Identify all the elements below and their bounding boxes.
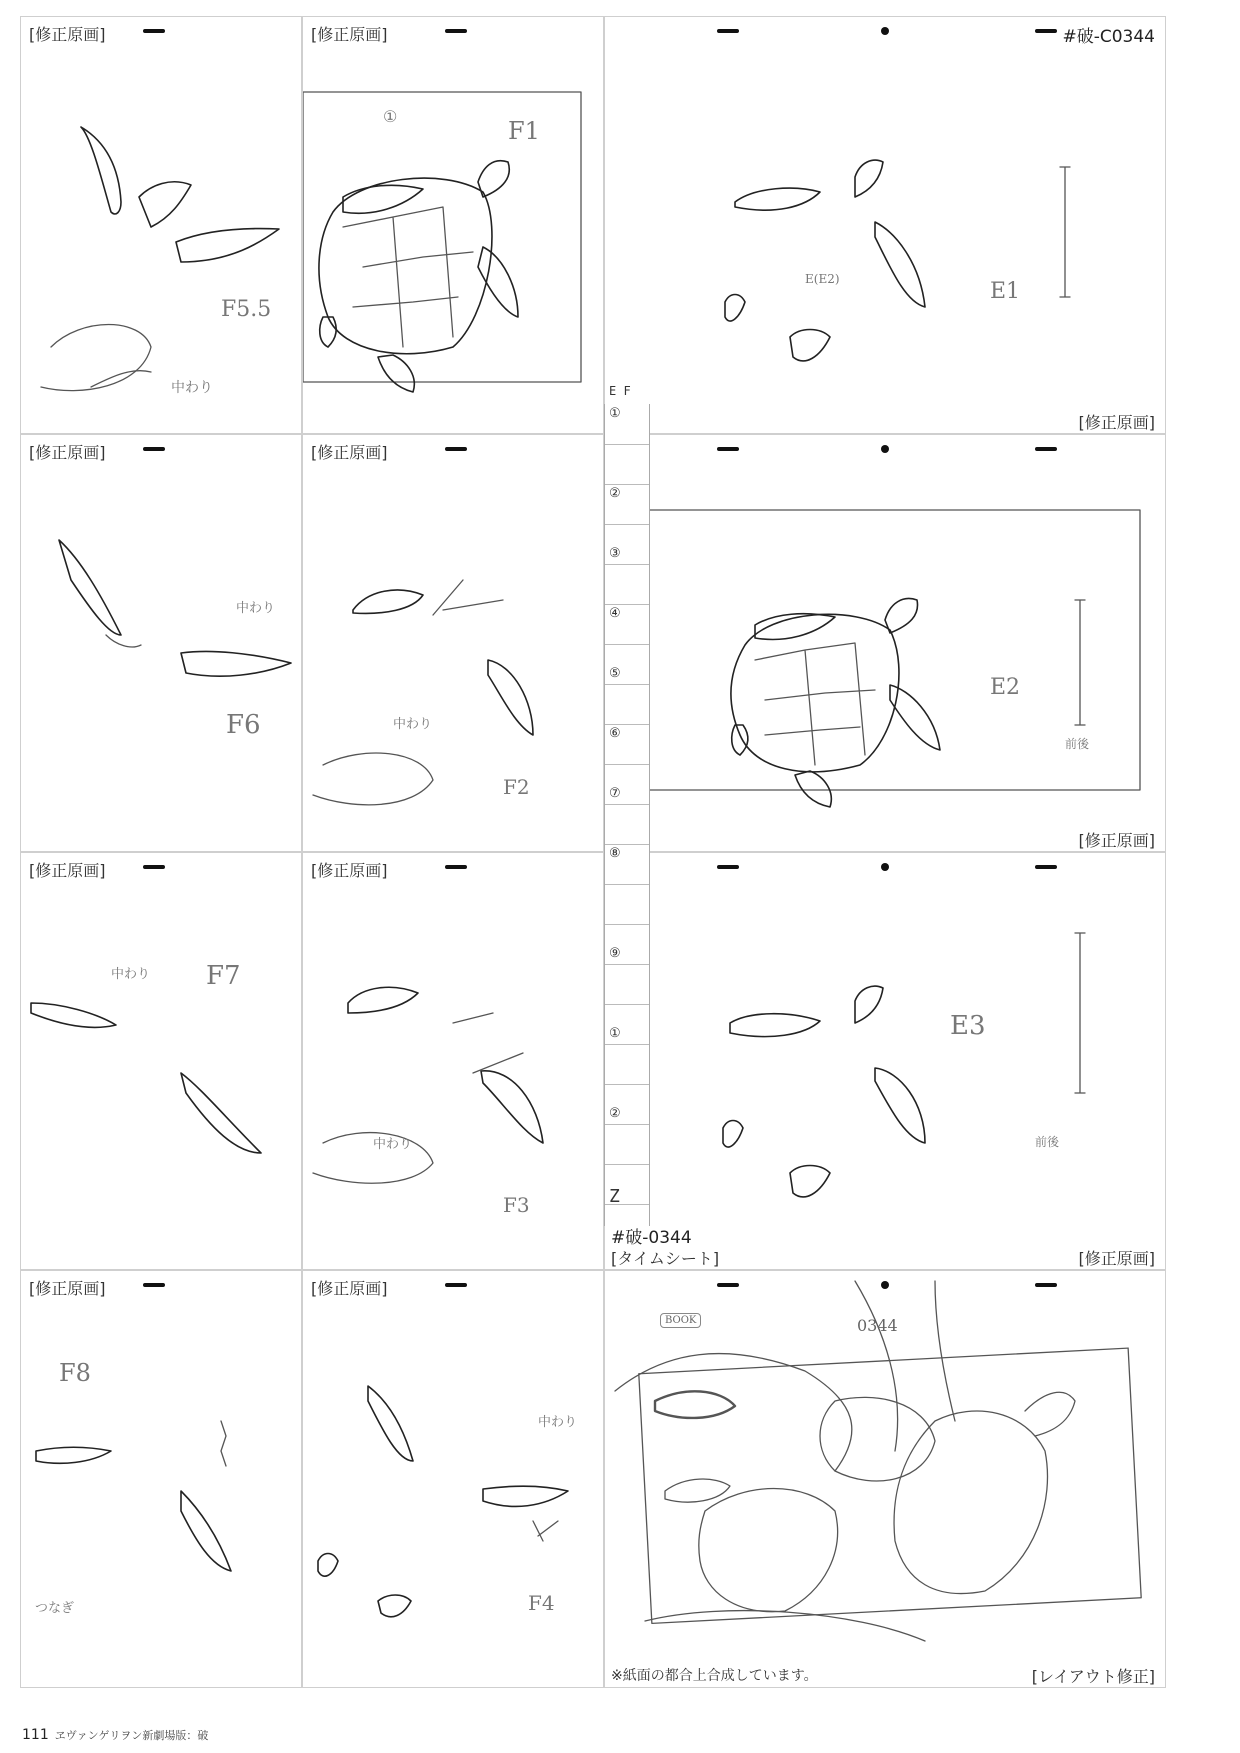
- hand-note: つなぎ: [35, 1601, 75, 1616]
- timesheet-mark: ⑦: [609, 786, 621, 801]
- page-number: 111: [22, 1727, 49, 1743]
- panel-label: [修正原画]: [29, 861, 106, 880]
- hand-note: 中わり: [538, 1415, 578, 1430]
- timesheet-id: #破-0344: [611, 1228, 692, 1248]
- panel-r1c3: [604, 16, 1166, 434]
- panel-r4c1: [20, 1270, 302, 1688]
- panel-label: [修正原画]: [311, 861, 388, 880]
- panel-r1c2: [302, 16, 604, 434]
- frame-note: F1: [508, 117, 540, 145]
- hand-note: 前後: [1035, 1135, 1060, 1149]
- flipper-sketch: [21, 17, 302, 434]
- timesheet-mark: ②: [609, 486, 621, 501]
- timesheet-mark: ④: [609, 606, 621, 621]
- composite-note: ※紙面の都合上合成しています。: [611, 1668, 818, 1684]
- frame-note: E2: [990, 675, 1021, 700]
- timesheet-strip: [604, 384, 650, 1226]
- panel-r3c2: [302, 852, 604, 1270]
- panel-r2c3: [604, 434, 1166, 852]
- cut-id: #破-C0344: [1062, 27, 1155, 47]
- flipper-sketch: [303, 853, 604, 1270]
- turtle-drawing: [605, 435, 1166, 852]
- book-title: ヱヴァンゲリヲン新劇場版：破: [54, 1729, 209, 1742]
- panel-label: [修正原画]: [29, 443, 106, 462]
- timesheet-header: E F: [609, 384, 631, 398]
- hand-note: E(E2): [805, 272, 840, 286]
- panel-r2c2: [302, 434, 604, 852]
- frame-note: F5.5: [221, 297, 272, 322]
- frame-note: F7: [206, 961, 241, 991]
- frame-note: E1: [990, 279, 1021, 304]
- panel-label: [修正原画]: [29, 1279, 106, 1298]
- panel-label: [修正原画]: [311, 1279, 388, 1298]
- panel-label: [修正原画]: [311, 443, 388, 462]
- frame-note: F8: [59, 1359, 91, 1387]
- timesheet-mark: ①: [609, 1026, 621, 1041]
- frame-note: F6: [226, 710, 261, 740]
- panel-label: [修正原画]: [1078, 413, 1155, 432]
- timesheet-mark: Z: [609, 1186, 620, 1207]
- hand-note: 中わり: [393, 717, 433, 732]
- timesheet-label: [タイムシート]: [611, 1249, 720, 1268]
- hand-note: ①: [383, 107, 398, 126]
- panel-label: [修正原画]: [29, 25, 106, 44]
- timesheet-mark: ⑧: [609, 846, 621, 861]
- flippers-sketch: [605, 17, 1166, 434]
- frame-note: F4: [528, 1591, 555, 1615]
- panel-label: [レイアウト修正]: [1031, 1667, 1155, 1686]
- panel-r3c3: [604, 852, 1166, 1270]
- frame-note: E3: [950, 1011, 986, 1041]
- panel-r4c3: [604, 1270, 1166, 1688]
- flipper-sketch: [21, 435, 302, 852]
- panel-label: [修正原画]: [1078, 1249, 1155, 1268]
- panel-label: [修正原画]: [311, 25, 388, 44]
- frame-note: F2: [503, 775, 530, 799]
- timesheet-mark: ③: [609, 546, 621, 561]
- page-footer: [22, 1727, 208, 1743]
- hand-note: 中わり: [111, 967, 151, 982]
- hand-note: 中わり: [373, 1137, 413, 1152]
- flipper-sketch: [21, 853, 302, 1270]
- flipper-sketch: [303, 1271, 604, 1688]
- panel-r3c1: [20, 852, 302, 1270]
- hand-note: BOOK: [660, 1313, 701, 1328]
- panel-r1c1: [20, 16, 302, 434]
- panel-r4c2: [302, 1270, 604, 1688]
- timesheet-mark: ①: [609, 406, 621, 421]
- hand-note: 前後: [1065, 737, 1090, 751]
- timesheet-mark: ②: [609, 1106, 621, 1121]
- flipper-sketch: [303, 435, 604, 852]
- flipper-sketch: [21, 1271, 302, 1688]
- cut-note: 0344: [857, 1316, 898, 1335]
- timesheet-mark: ⑨: [609, 946, 621, 961]
- hand-note: 中わり: [236, 601, 276, 616]
- panel-r2c1: [20, 434, 302, 852]
- turtle-drawing: [303, 17, 604, 434]
- timesheet-mark: ⑤: [609, 666, 621, 681]
- timesheet-mark: ⑥: [609, 726, 621, 741]
- flippers-sketch: [605, 853, 1166, 1270]
- hand-note: 中わり: [171, 380, 213, 396]
- frame-note: F3: [503, 1193, 530, 1217]
- panel-label: [修正原画]: [1078, 831, 1155, 850]
